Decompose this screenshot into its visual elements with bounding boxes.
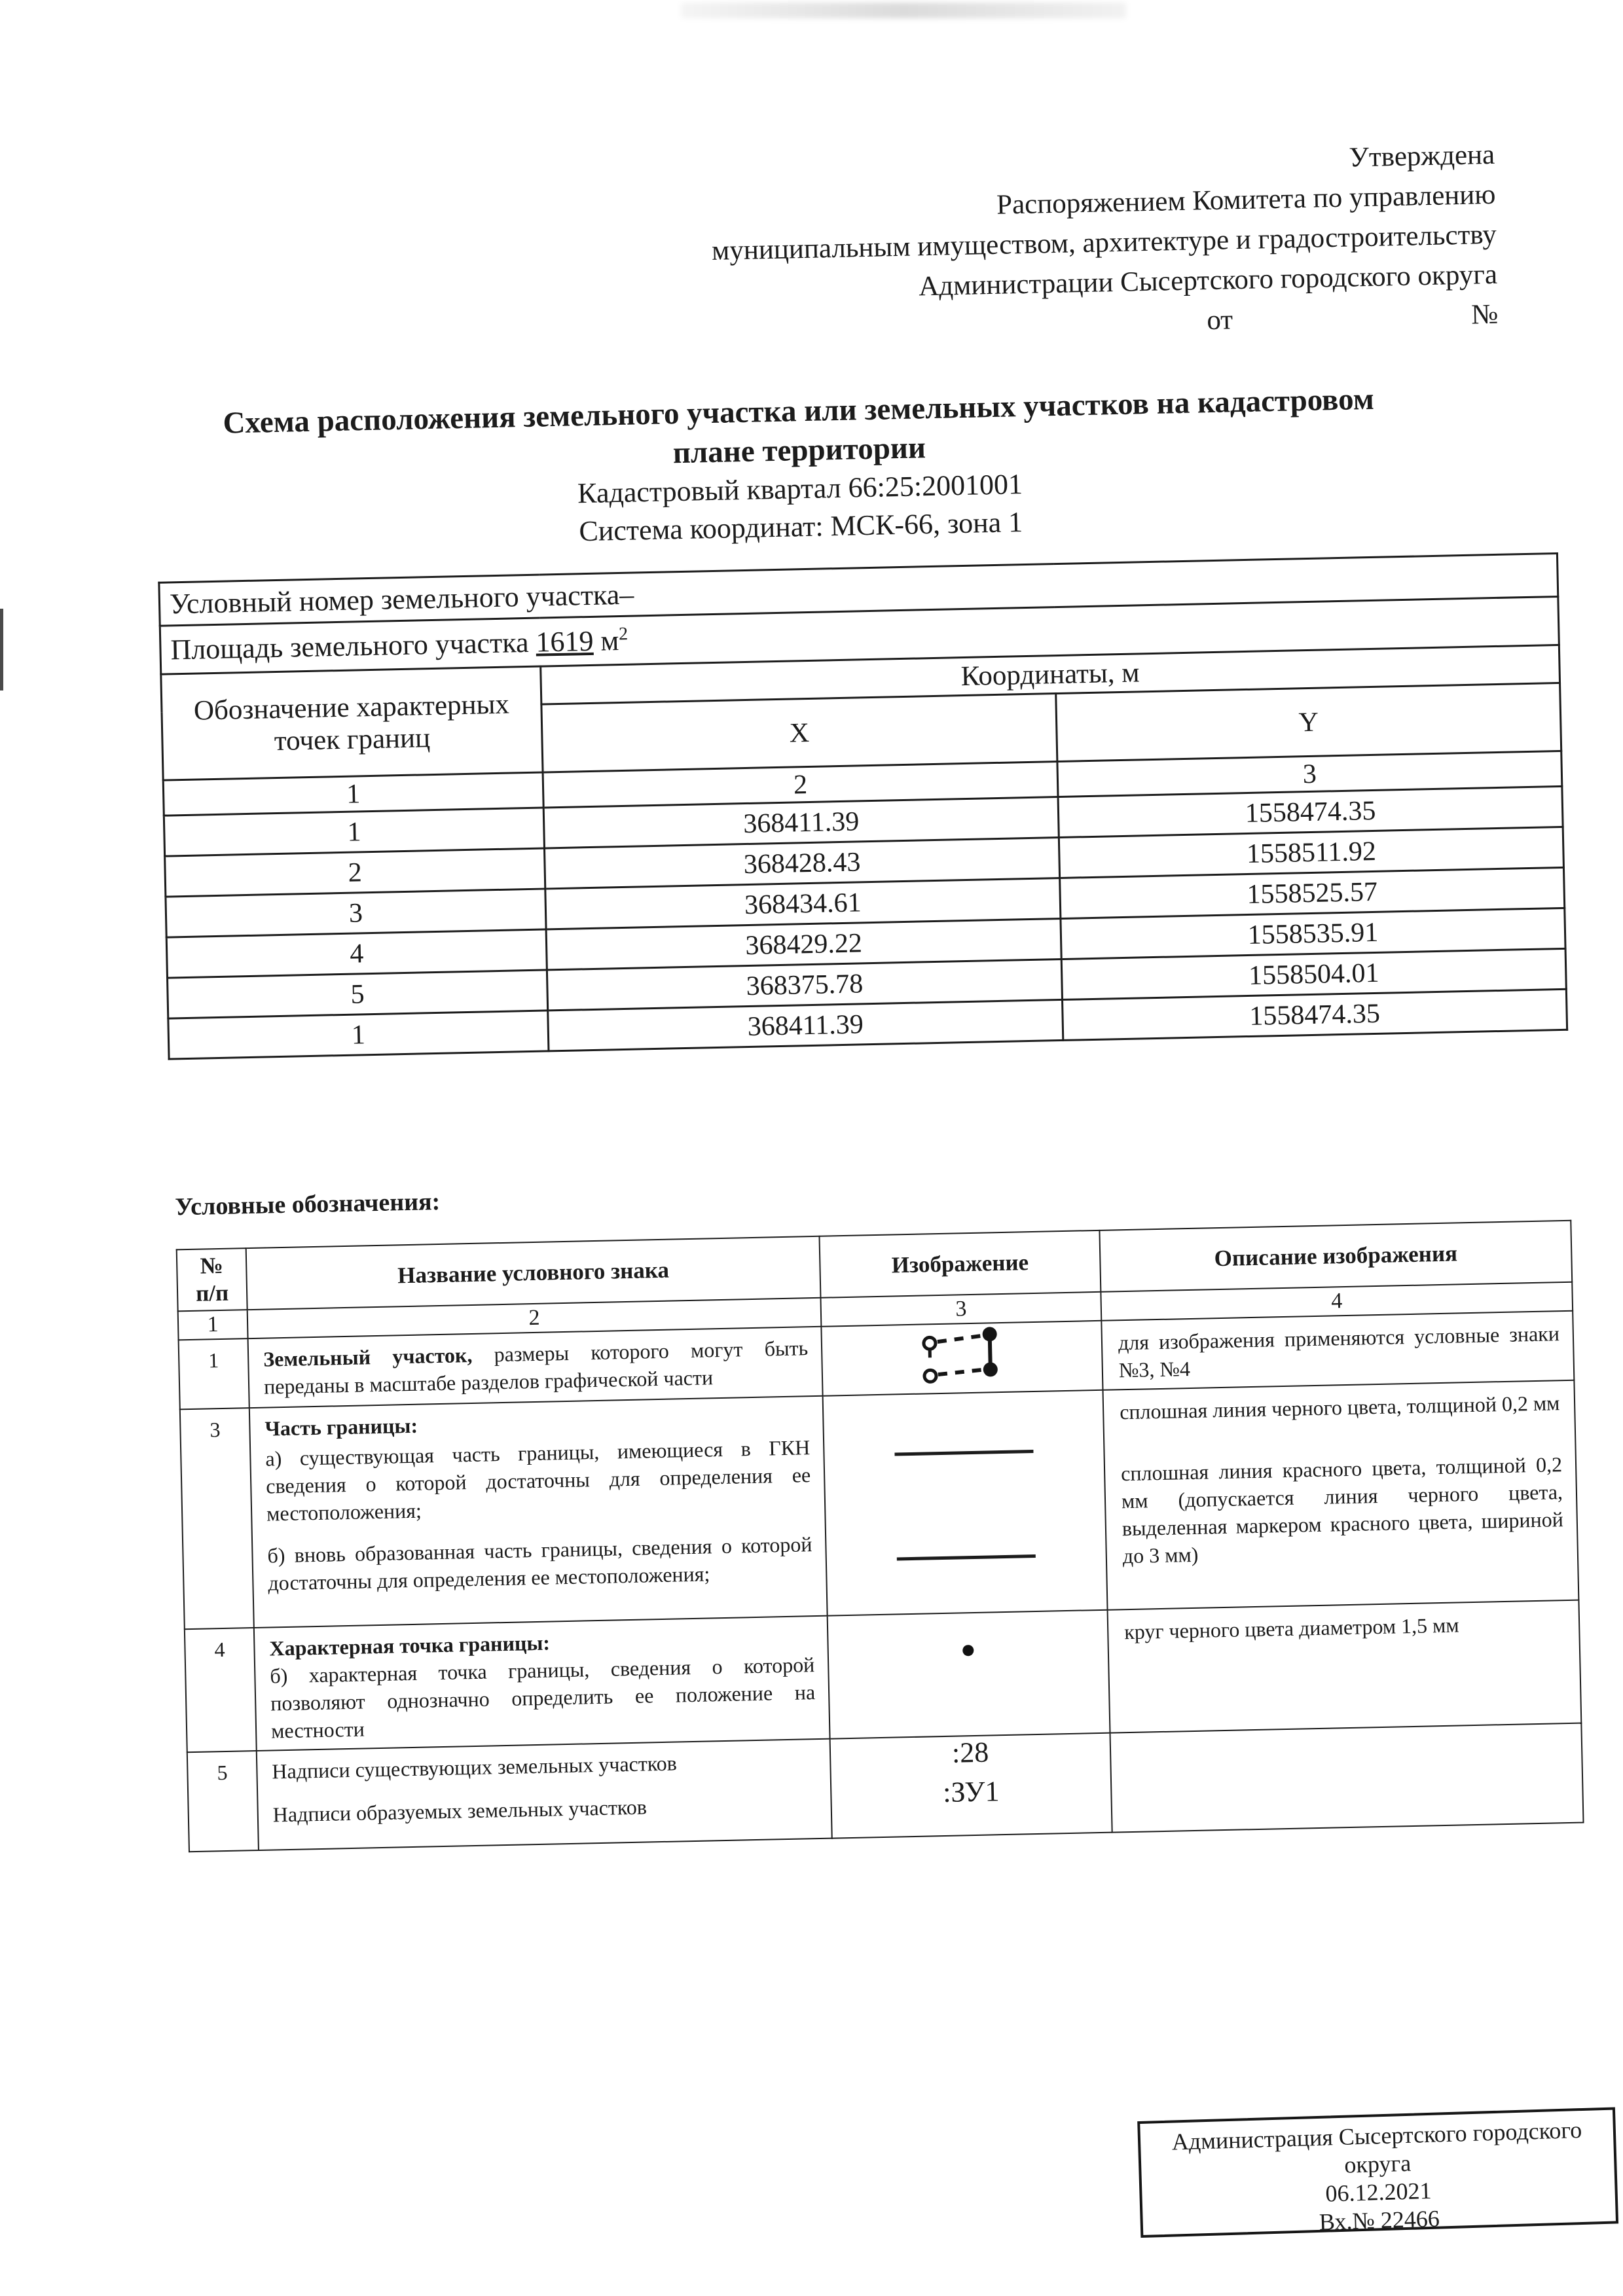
x-coordinate: 368411.39 (543, 797, 1059, 848)
y-coordinate: 1558474.35 (1058, 786, 1563, 837)
existing-parcel-label: :28 (951, 1736, 989, 1769)
legend-row-number: 5 (187, 1751, 259, 1852)
legend-table (176, 1220, 1584, 1852)
y-coordinate: 1558535.91 (1061, 908, 1565, 959)
coordinate-system: Система координат: МСК-66, зона 1 (578, 506, 1023, 548)
legend-row-name: Земельный участок, размеры которого могут быть переданы в масштабе разделов графической части (248, 1327, 823, 1408)
area-value: 1619 (535, 624, 594, 658)
conditional-number-row: Условный номер земельного участка– (159, 553, 1558, 626)
x-coordinate: 368375.78 (547, 959, 1062, 1010)
area-row: Площадь земельного участка 1619 $м^2$ (160, 596, 1559, 674)
legend-row-image (830, 1733, 1112, 1839)
page-title: Схема расположения земельного участка или земельных участков на кадастровом плане территории (222, 382, 1375, 471)
x-column-header: X (541, 694, 1057, 772)
column-number: 2 (543, 762, 1058, 808)
legend-row-name: Часть границы: а) существующая часть границы, имеющиеся в ГКН сведения о которой достаточны для определения ее местоположения; б) вновь образованная часть границы, сведения о которой достаточны для определения ее местоположения; (249, 1396, 828, 1628)
registration-stamp (1137, 2107, 1618, 2238)
point-number: 2 (165, 848, 545, 897)
stamp-organization: Администрация Сысертского городского округа (1171, 2117, 1582, 2178)
legend-header-description: Описание изображения (1099, 1221, 1572, 1292)
legend-row-image (828, 1610, 1110, 1739)
legend-row-description: для изображения применяются условные знаки №3, №4 (1101, 1311, 1574, 1390)
legend-row-description: круг черного цвета диаметром 1,5 мм (1108, 1600, 1582, 1733)
approval-date-number-line (1207, 295, 1499, 340)
solid-red-line-symbol (897, 1554, 1036, 1560)
legend-row-image (821, 1321, 1103, 1396)
x-coordinate: 368434.61 (545, 878, 1061, 929)
legend-column-number: 4 (1101, 1282, 1573, 1321)
column-number: 1 (163, 772, 543, 816)
designation-header: Обозначение характерных точек границ (161, 666, 543, 780)
x-coordinate: 368428.43 (544, 838, 1059, 889)
point-number: 1 (164, 808, 544, 856)
y-coordinate: 1558474.35 (1063, 989, 1567, 1040)
approval-line: Утверждена (1349, 139, 1495, 173)
title-block (0, 374, 1613, 563)
y-coordinate: 1558511.92 (1059, 827, 1563, 878)
legend-row-name: Характерная точка границы: б) характерная точка границы, сведения о которой позволяют однозначно определить ее положение на местности (254, 1616, 830, 1751)
y-coordinate: 1558504.01 (1061, 948, 1566, 999)
y-column-header: Y (1056, 683, 1561, 761)
approval-line: Распоряжением Комитета по управлению (996, 179, 1496, 221)
approval-number-label: № (1470, 298, 1499, 331)
legend-row-name: Надписи существующих земельных участков Надписи образуемых земельных участков (257, 1739, 832, 1850)
legend-column-number: 3 (820, 1292, 1101, 1327)
approval-line: Администрации Сысертского городского округа (918, 259, 1498, 302)
boundary-point-dot-symbol (962, 1645, 974, 1656)
coordinates-table (158, 552, 1568, 1060)
legend-row-description (1110, 1723, 1583, 1833)
legend-column-number: 2 (247, 1298, 822, 1338)
legend-row-number: 1 (179, 1338, 249, 1409)
parcel-outline-symbol (912, 1323, 1012, 1391)
stamp-entry-number: Вх.№ 22466 (1319, 2205, 1440, 2235)
legend-header-num: № п/п (177, 1248, 247, 1311)
point-number: 1 (168, 1011, 549, 1059)
legend-heading: Условные обозначения: (174, 1187, 441, 1221)
legend-row-number: 3 (180, 1408, 254, 1629)
legend-column-number: 1 (178, 1310, 248, 1340)
point-number: 3 (166, 889, 546, 937)
solid-black-line-symbol (894, 1450, 1033, 1456)
legend-row-number: 4 (185, 1628, 257, 1752)
x-coordinate: 368429.22 (546, 918, 1061, 969)
legend-row-description: сплошная линия черного цвета, толщиной 0,2 мм сплошная линия красного цвета, толщиной 0,2 мм (допускается линия черного цвета, выделенная маркером красного цвета, шириной до 3 мм) (1103, 1380, 1579, 1610)
y-coordinate: 1558525.57 (1060, 867, 1565, 918)
stamp-date: 06.12.2021 (1324, 2177, 1432, 2207)
legend-header-name: Название условного знака (246, 1236, 821, 1310)
approval-line: муниципальным имуществом, архитектуре и градостроительству (711, 219, 1497, 266)
column-number: 3 (1057, 751, 1562, 797)
new-parcel-label: :ЗУ1 (942, 1775, 1000, 1809)
approval-from-label: от (1206, 304, 1233, 336)
legend-row-boundary-part (180, 1380, 1579, 1630)
approval-block (447, 135, 1499, 356)
cadastral-quarter: Кадастровый квартал 66:25:2001001 (577, 468, 1023, 510)
point-number: 4 (166, 929, 547, 978)
legend-header-image: Изображение (819, 1230, 1101, 1298)
coordinates-header: Координаты, м (541, 645, 1560, 704)
point-number: 5 (168, 970, 548, 1018)
x-coordinate: 368411.39 (548, 999, 1063, 1050)
legend-row-image (823, 1390, 1108, 1616)
